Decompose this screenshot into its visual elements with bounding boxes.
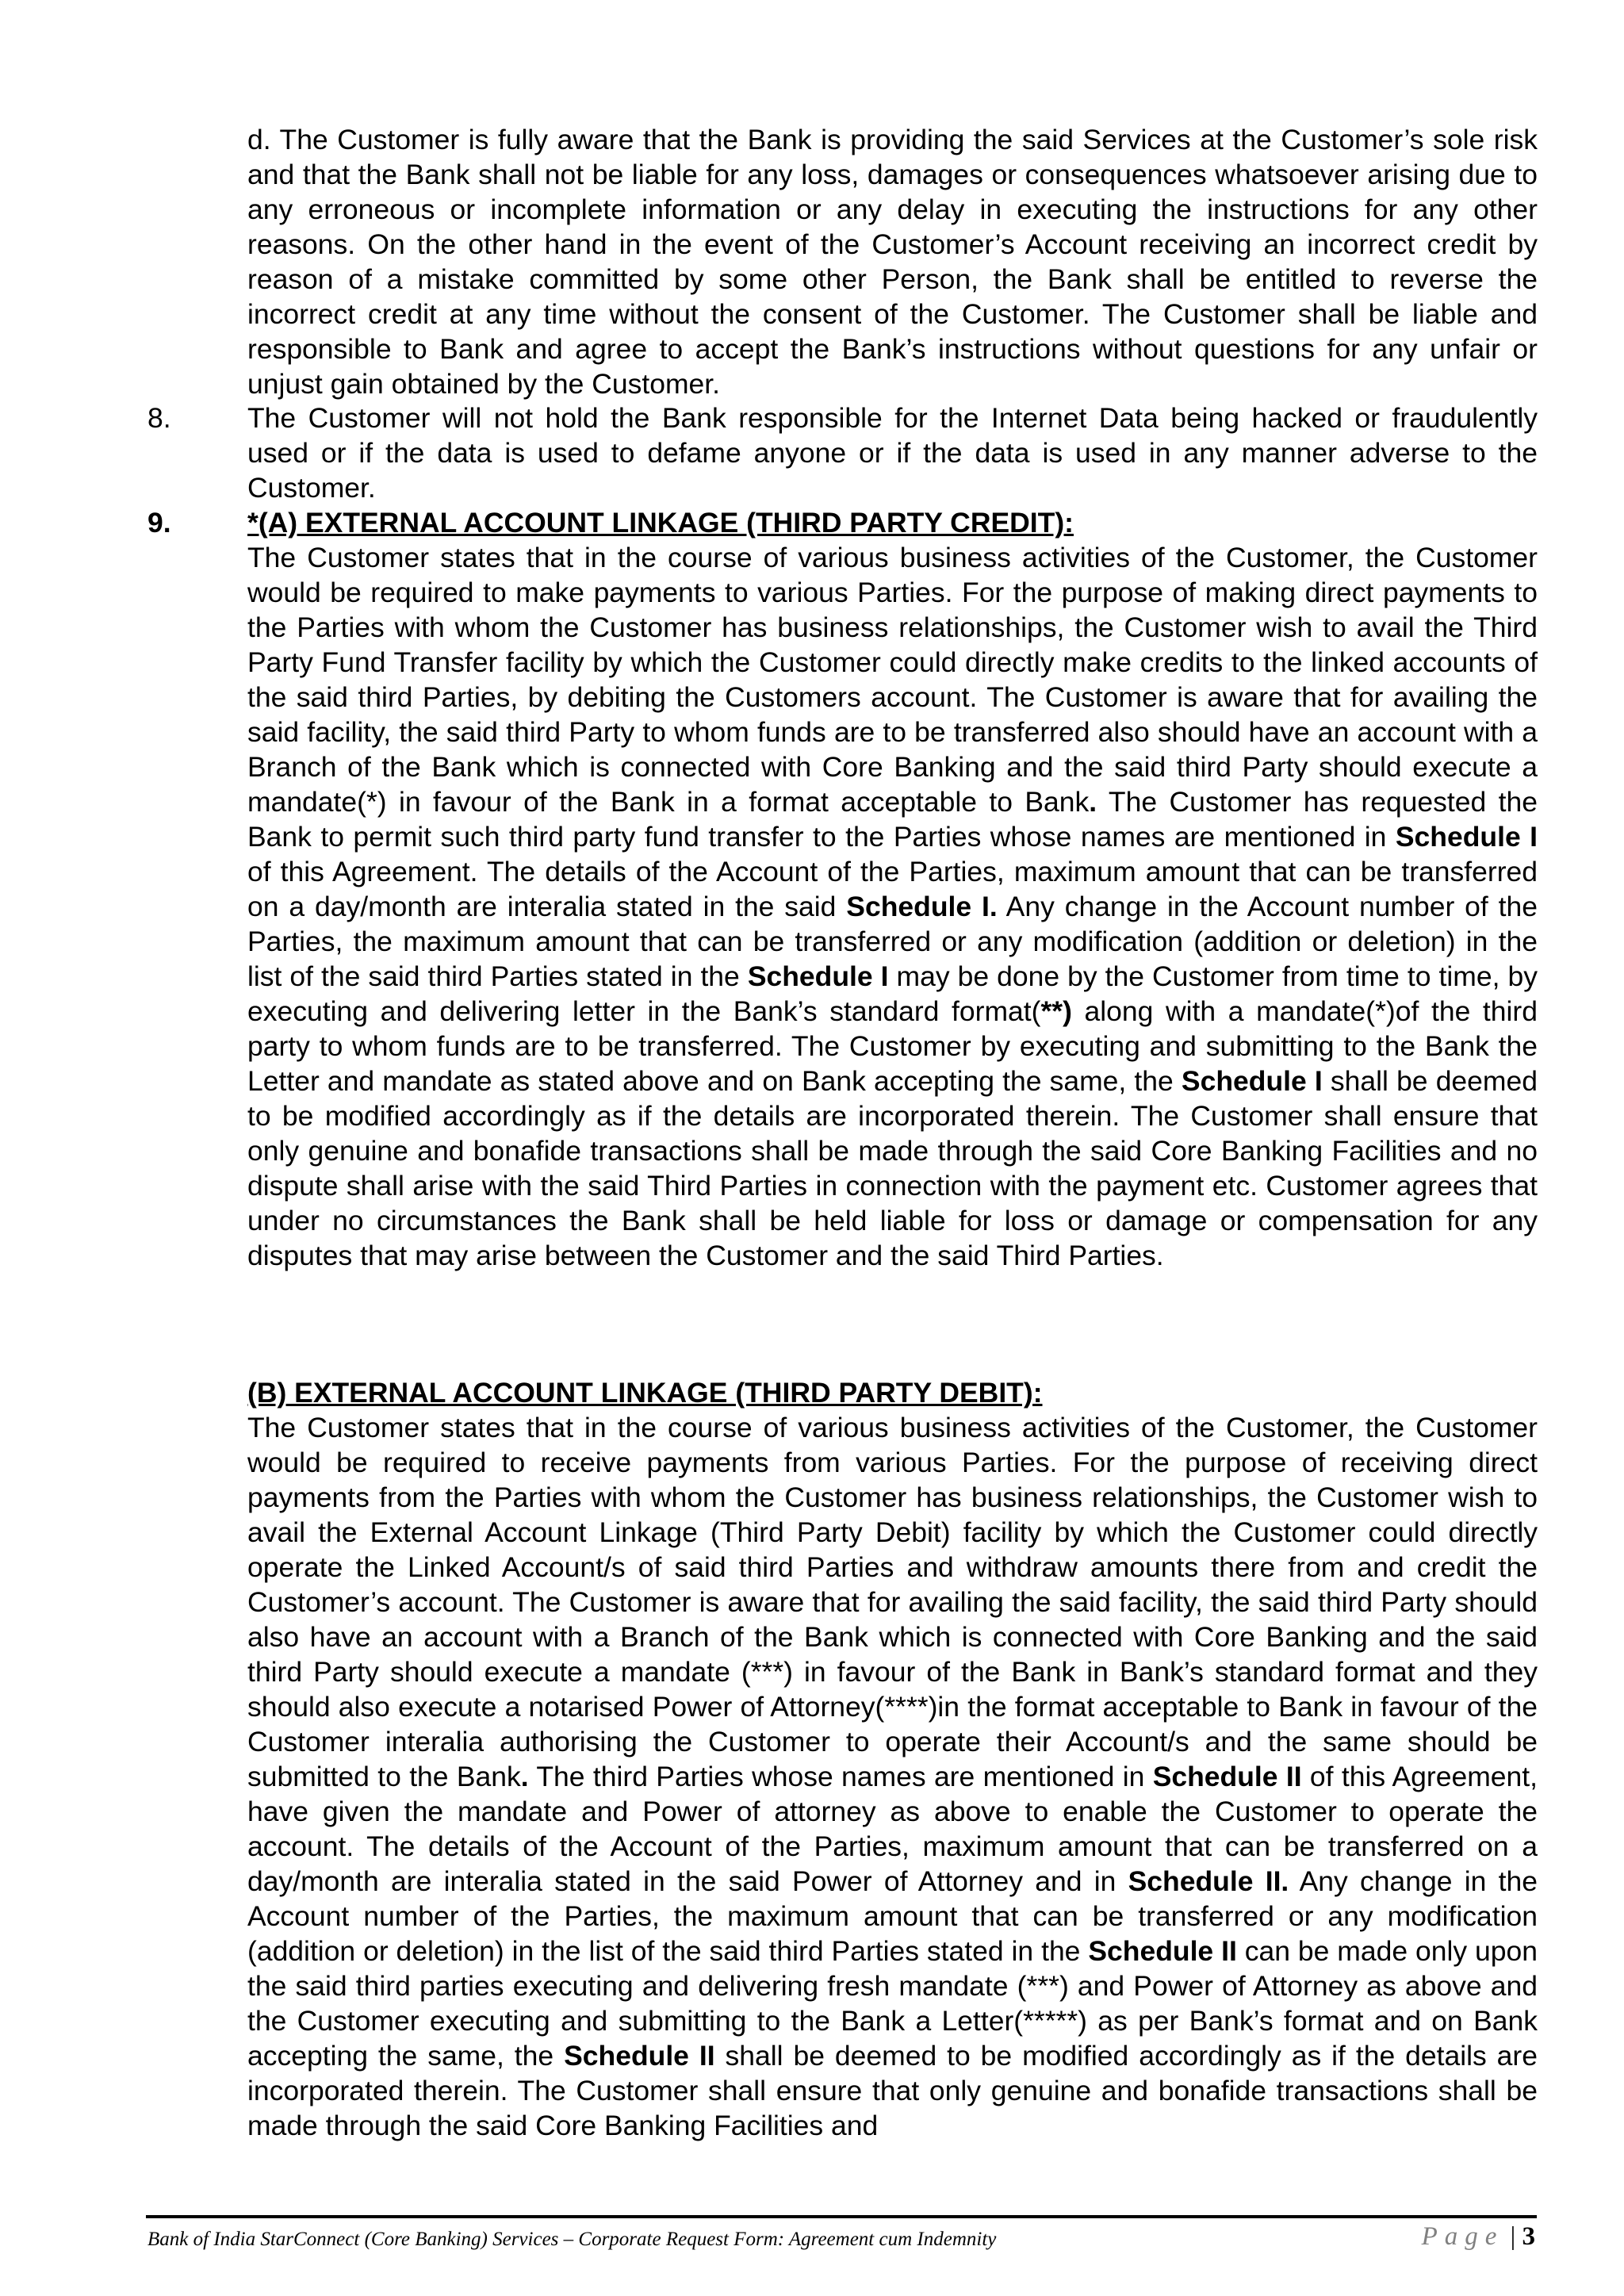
clause-9a-text-7: shall be deemed to be modified accordingly as if the details are incorporated therein. The Customer shall ensure that only genuine and bonafide transactions shall be made through the said Core Banking Facilities and no dispute shall arise with the said Third Parties in connection with the payment etc. Customer agrees that under no circumstances the Bank shall be held liable for loss or damage or compensation for any disputes that may arise between the Customer and the said Third Parties. — [247, 1065, 1538, 1271]
schedule-ii-ref: Schedule II — [564, 2040, 715, 2072]
clause-9b-text-5: can be made only upon the said third parties executing and delivering fresh mandate (***) and Power of Attorney as above and the Customer executing and submitting to the Bank a Letter(*****) as per Bank’s format and on Bank accepting the same, the — [247, 1935, 1538, 2072]
schedule-ii-ref: Schedule II. — [1128, 1865, 1289, 1897]
footer-divider — [146, 2215, 1537, 2218]
footer-page-indicator — [1422, 2221, 1535, 2252]
clause-9a-text-5: may be done by the Customer from time to time, by executing and delivering letter in the Bank’s standard format( — [247, 960, 1538, 1027]
page-number: 3 — [1522, 2222, 1535, 2251]
schedule-i-ref: Schedule I. — [846, 891, 998, 922]
clause-9b-text-4: Any change in the Account number of the Parties, the maximum amount that can be transferred or any modification (addition or deletion) in the list of the said third Parties stated in the — [247, 1865, 1538, 1967]
clause-9a-paragraph — [247, 540, 1538, 1273]
clause-9a-period: . — [1089, 786, 1097, 818]
clause-9a-heading: *(A) EXTERNAL ACCOUNT LINKAGE (THIRD PARTY CREDIT): — [247, 507, 1074, 539]
clause-9b-text-3: of this Agreement, have given the mandate and Power of attorney as above to enable the Customer to operate the account. The details of the Account of the Parties, maximum amount that can be transferred on a day/month are interalia stated in the said Power of Attorney and in — [247, 1761, 1538, 1897]
schedule-i-ref: Schedule I — [1395, 821, 1538, 853]
clause-9a-text-4: Any change in the Account number of the Parties, the maximum amount that can be transferred or any modification (addition or deletion) in the list of the said third Parties stated in the — [247, 891, 1538, 992]
format-footnote-ref: **) — [1040, 995, 1072, 1027]
schedule-ii-ref: Schedule II — [1152, 1761, 1302, 1792]
page-label: Page — [1421, 2222, 1504, 2251]
clause-9a-text-2: The Customer has requested the Bank to permit such third party fund transfer to the Parties whose names are mentioned in — [247, 786, 1538, 853]
schedule-ii-ref: Schedule II — [1088, 1935, 1237, 1967]
clause-9b-text-6: shall be deemed to be modified accordingly as if the details are incorporated therein. The Customer shall ensure that only genuine and bonafide transactions shall be made through the said Core Banking Facilities and — [247, 2040, 1538, 2141]
schedule-i-ref: Schedule I — [1181, 1065, 1323, 1097]
clause-9a-text-6: along with a mandate(*)of the third party to whom funds are to be transferred. The Customer by executing and submitting to the Bank the Letter and mandate as stated above and on Bank accepting the same, the — [247, 995, 1538, 1097]
footer-document-title: Bank of India StarConnect (Core Banking) Services – Corporate Request Form: Agreement cum Indemnity — [147, 2229, 997, 2250]
clause-9b-paragraph — [247, 1410, 1538, 2143]
clause-9b-text-1: The Customer states that in the course of various business activities of the Customer, the Customer would be required to receive payments from various Parties. For the purpose of receiving direct payments from the Parties with whom the Customer has business relationships, the Customer wish to avail the External Account Linkage (Third Party Debit) facility by which the Customer could directly operate the Linked Account/s of said third Parties and withdraw amounts there from and credit the Customer’s account. The Customer is aware that for availing the said facility, the said third Party should also have an account with a Branch of the Bank which is connected with Core Banking and the said third Party should execute a mandate (***) in favour of the Bank in Bank’s standard format and they should also execute a notarised Power of Attorney(****)in the format acceptable to Bank in favour of the Customer interalia authorising the Customer to operate their Account/s and the same should be submitted to the Bank — [247, 1412, 1538, 1792]
clause-9-number: 9. — [147, 507, 171, 539]
clause-9a-text-3: of this Agreement. The details of the Account of the Parties, maximum amount that can be transferred on a day/month are interalia stated in the said — [247, 856, 1538, 922]
page-separator: | — [1510, 2222, 1516, 2251]
clause-9b-period: . — [520, 1761, 529, 1792]
schedule-i-ref: Schedule I — [747, 960, 889, 992]
clause-7d-paragraph: d. The Customer is fully aware that the Bank is providing the said Services at the Customer’s sole risk and that the Bank shall not be liable for any loss, damages or consequences whatsoever arising due to any erroneous or incomplete information or any delay in executing the instructions for any other reasons. On the other hand in the event of the Customer’s Account receiving an incorrect credit by reason of a mistake committed by some other Person, the Bank shall be entitled to reverse the incorrect credit at any time without the consent of the Customer. The Customer shall be liable and responsible to Bank and agree to accept the Bank’s instructions without questions for any unfair or unjust gain obtained by the Customer. — [247, 124, 1538, 400]
clause-8-paragraph: The Customer will not hold the Bank responsible for the Internet Data being hacked or fraudulently used or if the data is used to defame anyone or if the data is used in any manner adverse to the Customer. — [247, 402, 1538, 504]
clause-9b-heading: (B) EXTERNAL ACCOUNT LINKAGE (THIRD PARTY DEBIT): — [247, 1377, 1043, 1409]
clause-8-number: 8. — [147, 402, 171, 434]
clause-9b-text-2: The third Parties whose names are mentioned in — [528, 1761, 1153, 1792]
clause-9a-text-1: The Customer states that in the course of various business activities of the Customer, the Customer would be required to make payments to various Parties. For the purpose of making direct payments to the Parties with whom the Customer has business relationships, the Customer wish to avail the Third Party Fund Transfer facility by which the Customer could directly make credits to the linked accounts of the said third Parties, by debiting the Customers account. The Customer is aware that for availing the said facility, the said third Party to whom funds are to be transferred also should have an account with a Branch of the Bank which is connected with Core Banking and the said third Party should execute a mandate(*) in favour of the Bank in a format acceptable to Bank — [247, 542, 1538, 818]
